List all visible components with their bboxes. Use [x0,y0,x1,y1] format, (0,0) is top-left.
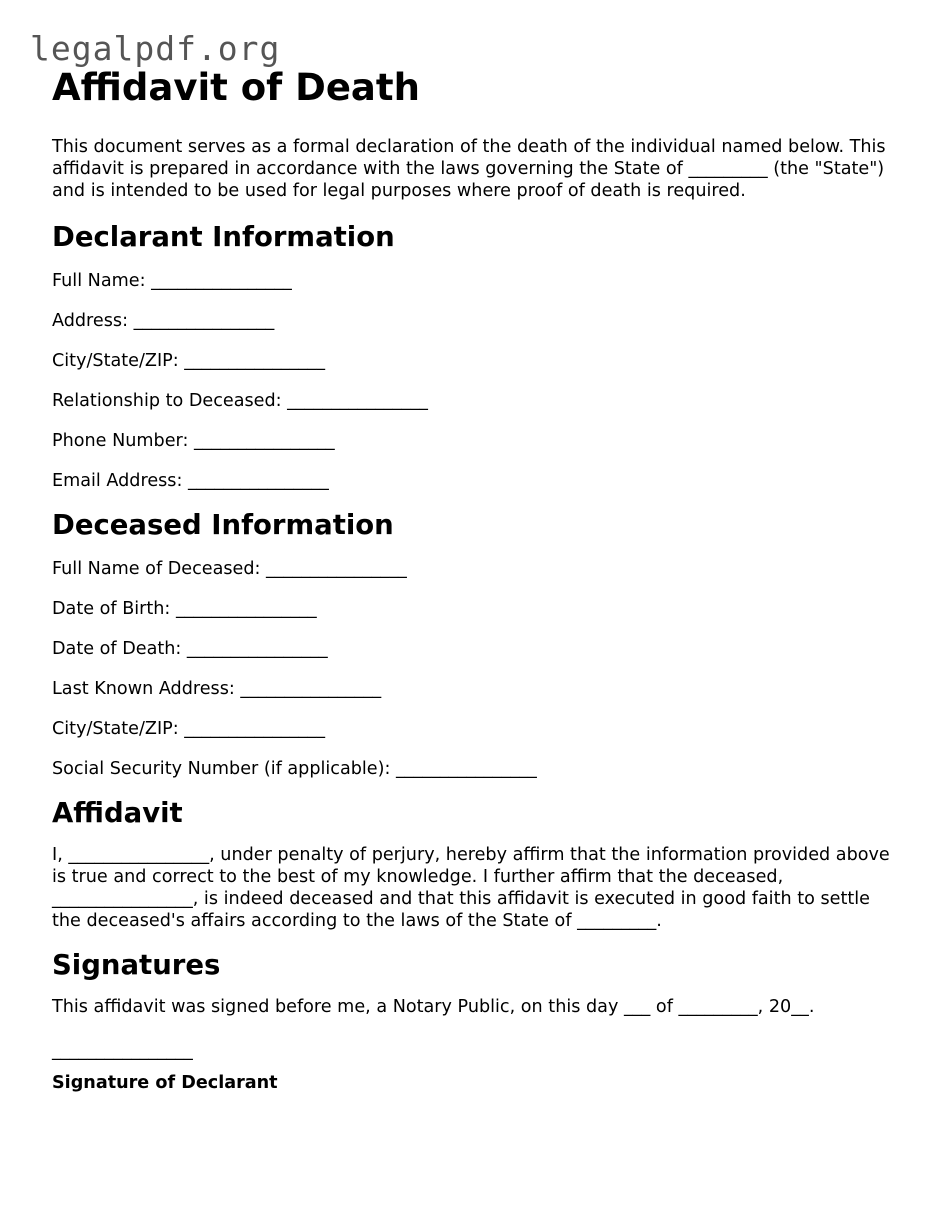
watermark: legalpdf.org [30,29,281,68]
signatures-heading: Signatures [52,949,221,981]
declarant-email-field: Email Address: ________________ [52,471,329,491]
document-title: Affidavit of Death [52,66,420,109]
declarant-heading: Declarant Information [52,221,395,253]
deceased-heading: Deceased Information [52,509,394,541]
notary-statement: This affidavit was signed before me, a Notary Public, on this day ___ of _________, 20__. [52,997,815,1017]
affidavit-heading: Affidavit [52,797,183,829]
declarant-address-field: Address: ________________ [52,311,275,331]
deceased-ssn-field: Social Security Number (if applicable): ________________ [52,759,537,779]
declarant-relationship-field: Relationship to Deceased: ________________ [52,391,428,411]
deceased-full-name-field: Full Name of Deceased: ________________ [52,559,407,579]
document-page [52,66,892,1094]
signature-line: ________________ [52,1041,193,1061]
deceased-birth-date-field: Date of Birth: ________________ [52,599,317,619]
deceased-city-state-zip-field: City/State/ZIP: ________________ [52,719,326,739]
deceased-last-address-field: Last Known Address: ________________ [52,679,382,699]
declarant-full-name-field: Full Name: ________________ [52,271,292,291]
intro-paragraph: This document serves as a formal declaration of the death of the individual named below. This affidavit is prepared in accordance with the laws governing the State of _________ (the "State") and is intended to be used for legal purposes where proof of death is required. [52,137,886,201]
declarant-phone-field: Phone Number: ________________ [52,431,335,451]
affidavit-paragraph: I, ________________, under penalty of perjury, hereby affirm that the information provided above is true and correct to the best of my knowledge. I further affirm that the deceased, ________________, is indeed deceased and that this affidavit is executed in good faith to settle the deceased's affairs according to the laws of the State of _________. [52,845,890,931]
declarant-city-state-zip-field: City/State/ZIP: ________________ [52,351,326,371]
signature-label: Signature of Declarant [52,1073,278,1093]
deceased-death-date-field: Date of Death: ________________ [52,639,328,659]
